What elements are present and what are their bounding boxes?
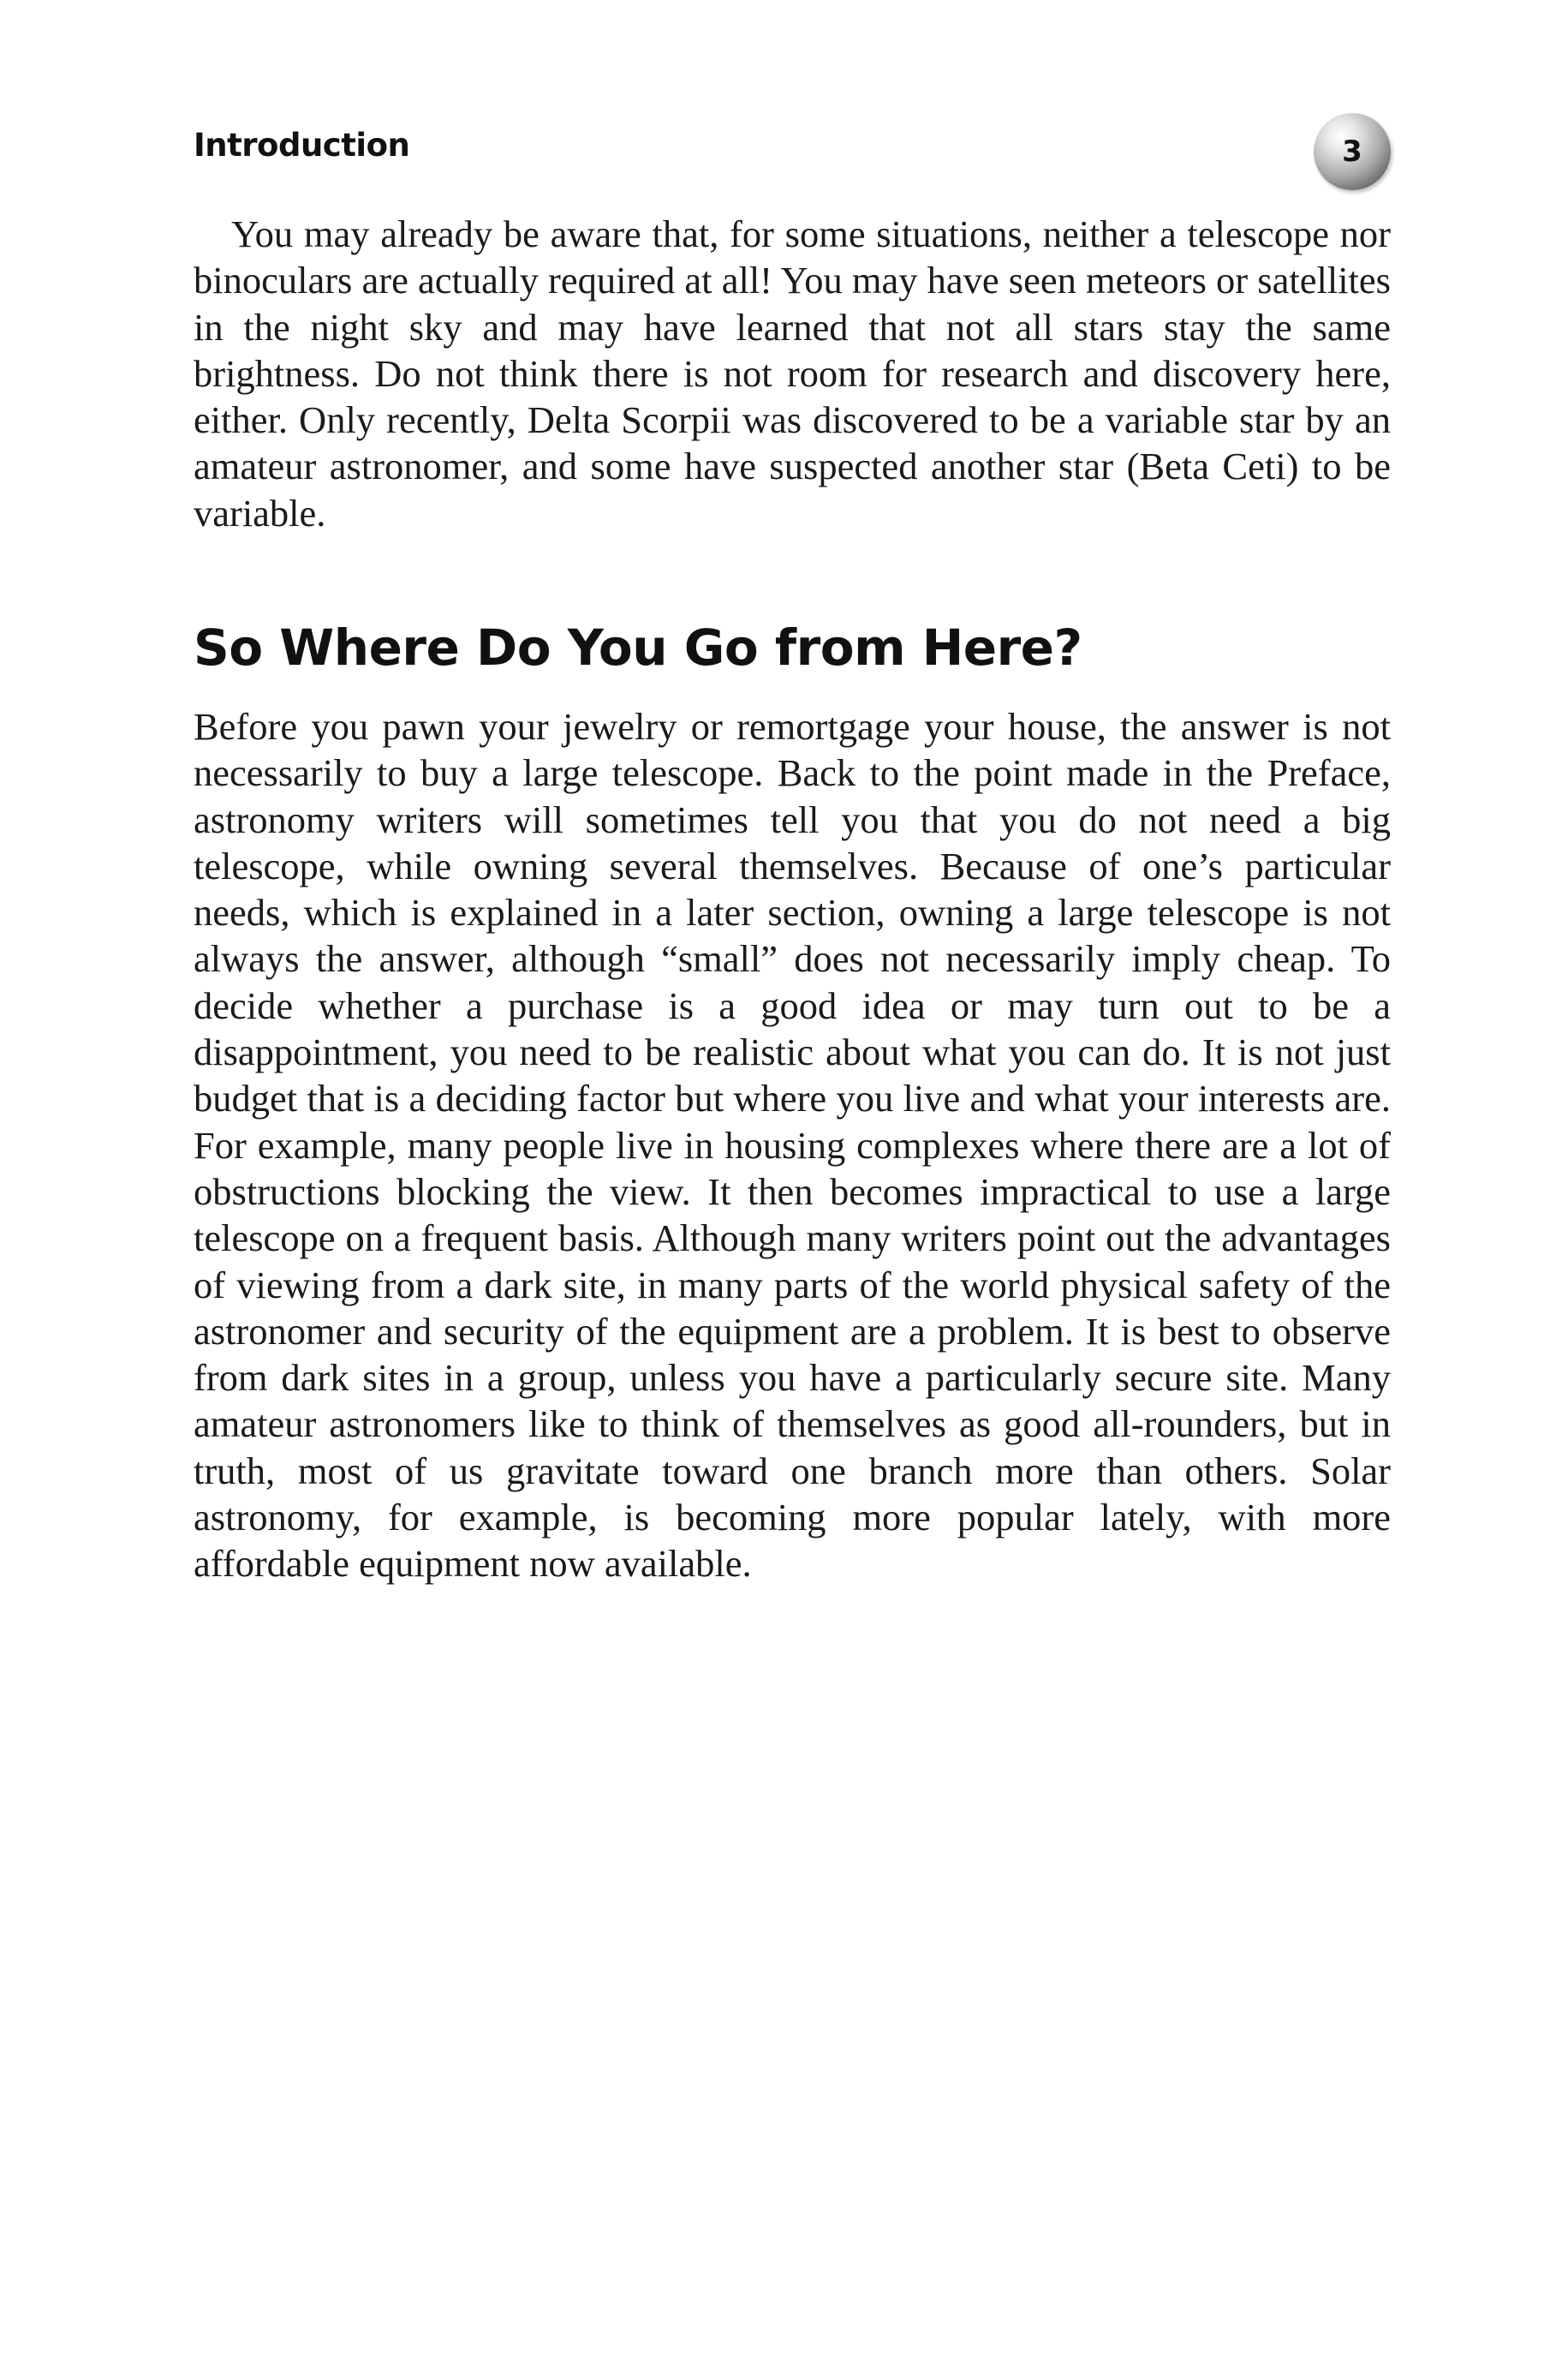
page-number: 3 <box>1342 134 1362 169</box>
section-heading: So Where Do You Go from Here? <box>194 618 1082 677</box>
page-number-ball <box>1314 113 1391 190</box>
body-paragraph: You may already be aware that, for some situations, neither a telescope nor binoculars are actually required at all! You may have seen meteors or satellites in the night sky and may have learned that not all stars stay the same brightness. Do not think there is not room for research and discovery here, either. Only recently, Delta Scorpii was discovered to be a variable star by an amateur astronomer, and some have suspected another star (Beta Ceti) to be variable. <box>194 212 1391 535</box>
running-head-section-title: Introduction <box>194 127 410 164</box>
body-paragraph: Before you pawn your jewelry or remortgage your house, the answer is not necessarily to buy a large telescope. Back to the point made in the Preface, astronomy writers will sometimes tell you that you do not need a big telescope, while owning several themselves. Because of one’s particular needs, which is explained in a later section, owning a large telescope is not always the answer, although “small” does not necessarily imply cheap. To decide whether a purchase is a good idea or may turn out to be a disappointment, you need to be realistic about what you can do. It is not just budget that is a deciding factor but where you live and what your interests are. For example, many people live in housing complexes where there are a lot of obstructions blocking the view. It then becomes impractical to use a large telescope on a frequent basis. Although many writers point out the advantages of viewing from a dark site, in many parts of the world physical safety of the astronomer and security of the equipment are a problem. It is best to observe from dark sites in a group, unless you have a particularly secure site. Many amateur astronomers like to think of themselves as good all-rounders, but in truth, most of us gravitate toward one branch more than others. Solar astronomy, for example, is becoming more popular lately, with more affordable equipment now available. <box>194 705 1391 1586</box>
